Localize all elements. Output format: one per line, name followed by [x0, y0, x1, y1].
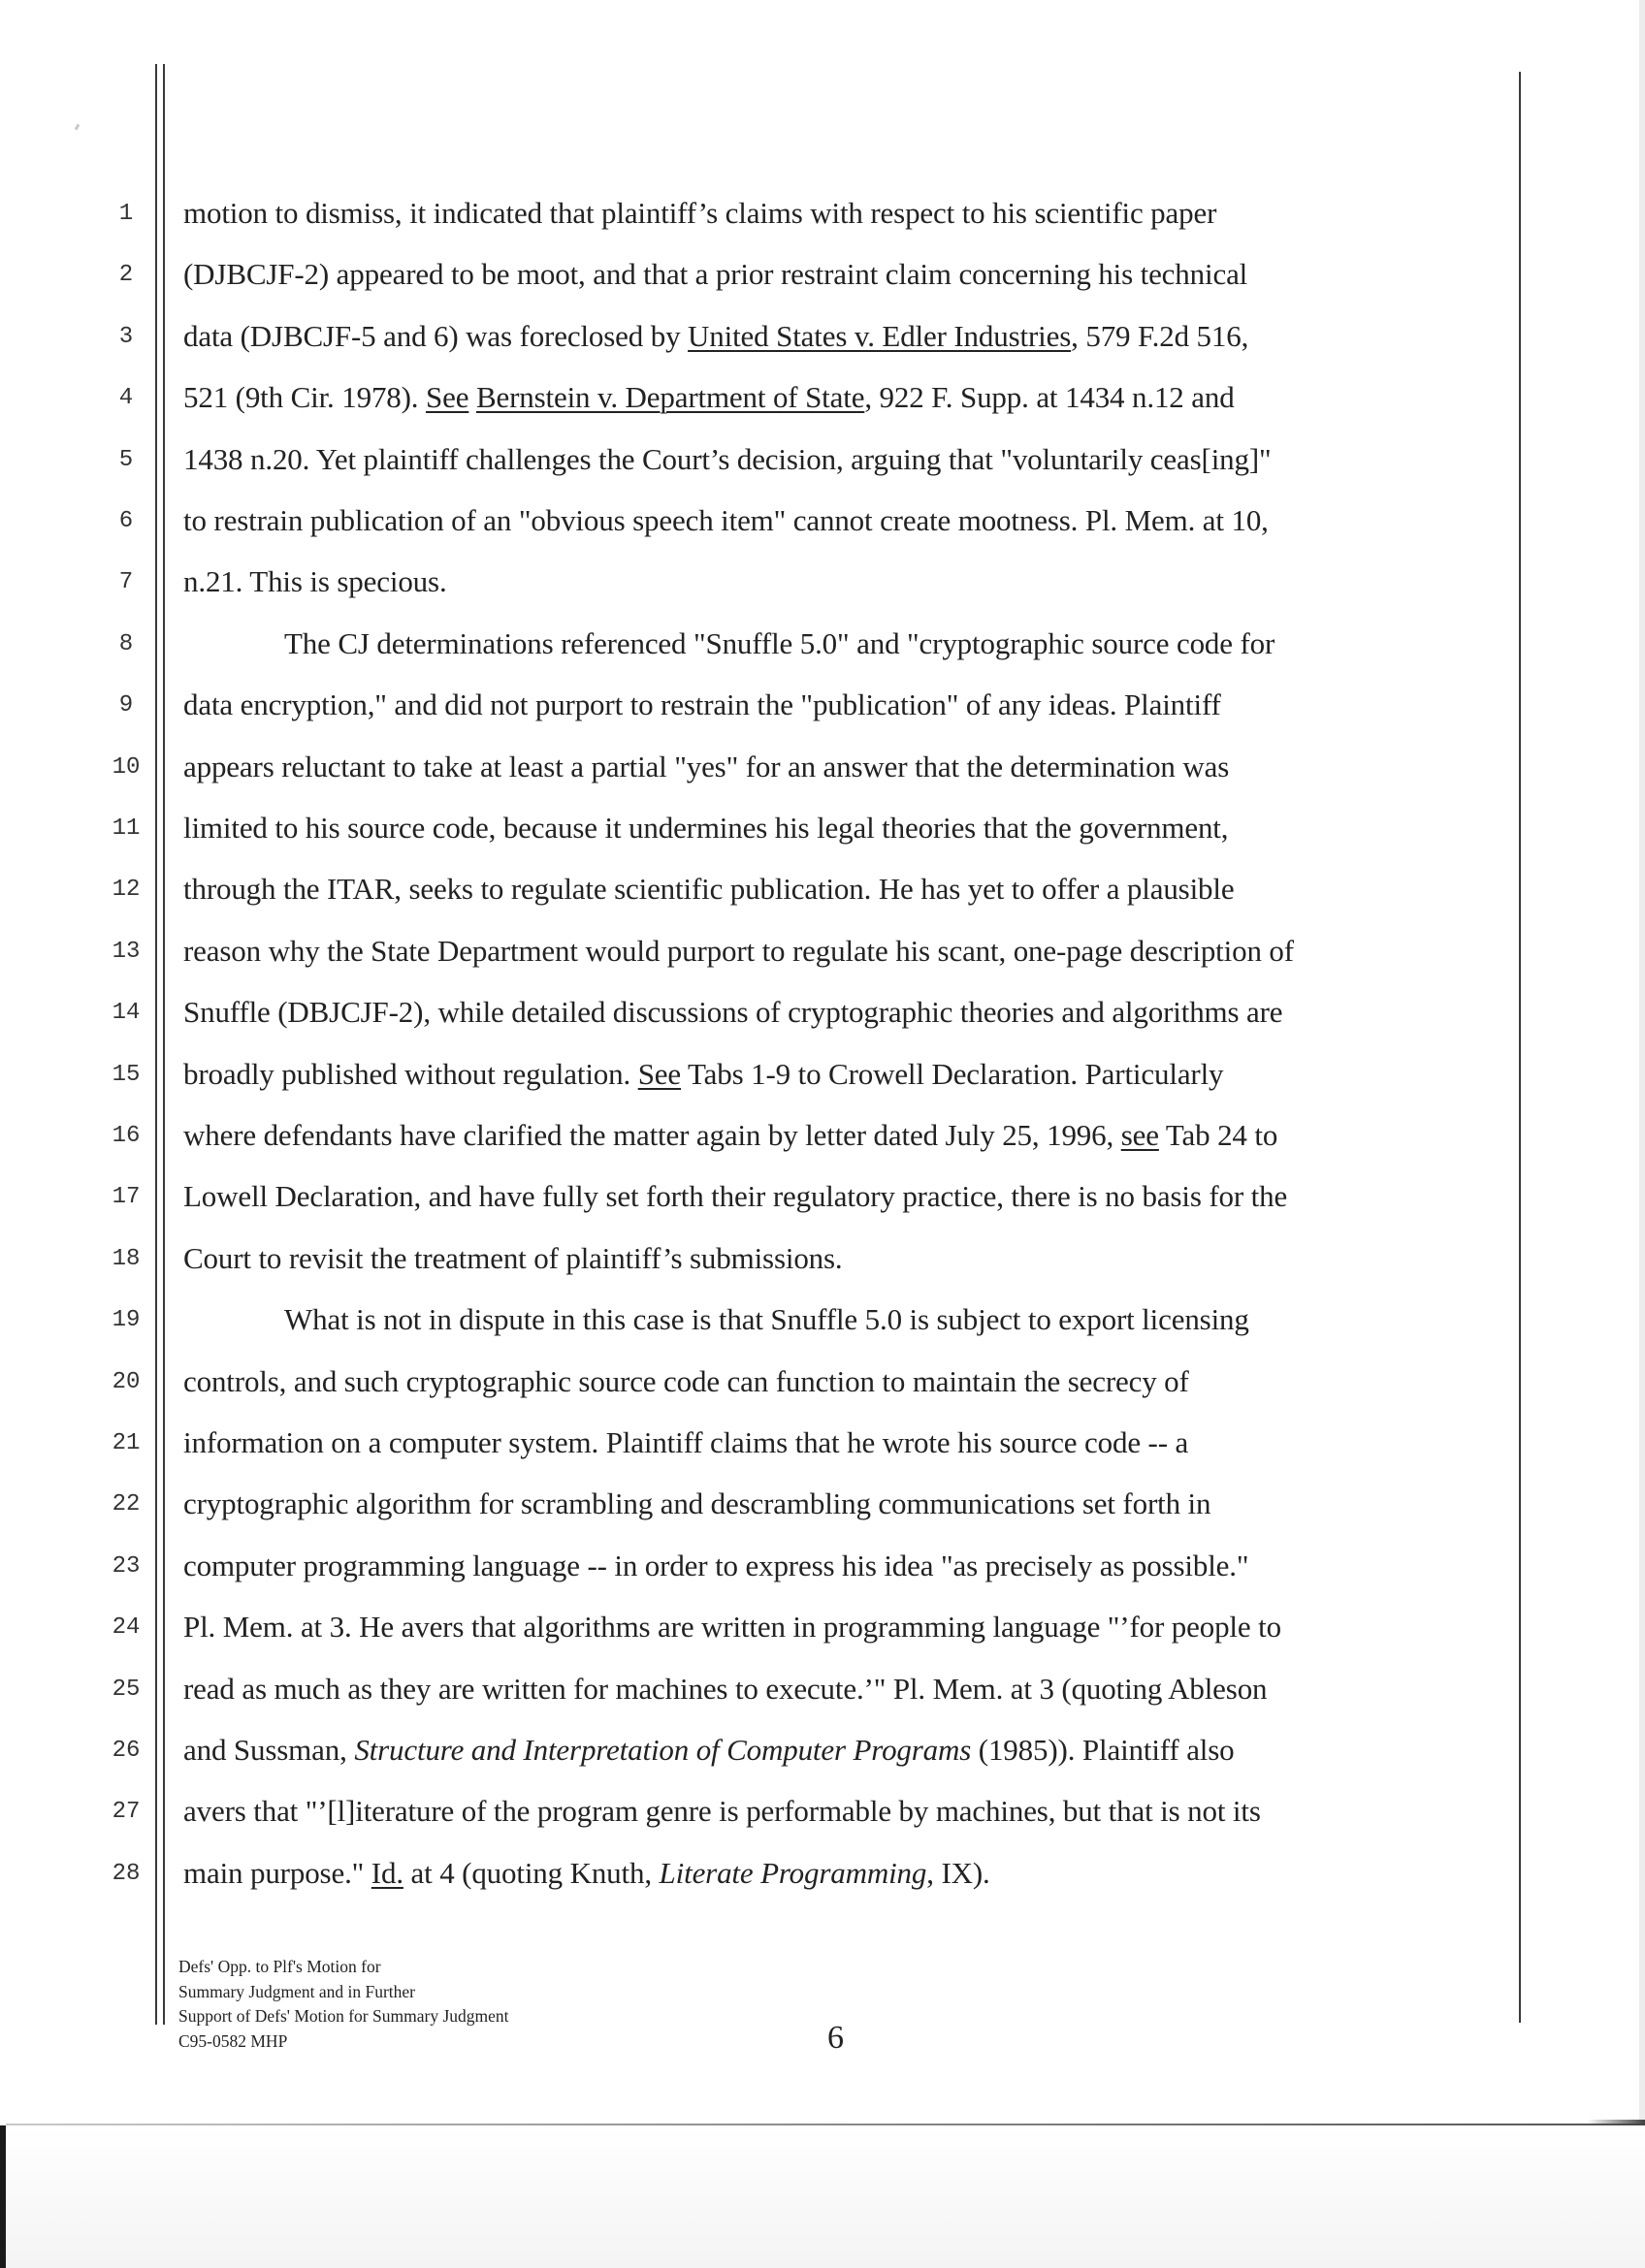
text-segment: n.21. This is specious.: [183, 564, 447, 598]
text-line: [183, 1854, 990, 1893]
text-segment: What is not in dispute in this case is that Snuffle 5.0 is subject to export licensing: [284, 1302, 1249, 1336]
text-segment: Snuffle (DBJCJF-2), while detailed discussions of cryptographic theories and algorithms are: [183, 995, 1283, 1029]
line-number: 22: [112, 1491, 141, 1517]
line-number: 20: [112, 1369, 141, 1395]
line-number: 2: [118, 262, 134, 288]
text-segment: (1985)). Plaintiff also: [971, 1733, 1235, 1767]
text-segment: information on a computer system. Plaintiff claims that he wrote his source code -- a: [183, 1425, 1189, 1459]
text-segment: where defendants have clarified the matter again by letter dated July 25, 1996,: [183, 1118, 1121, 1152]
text-line: [183, 1485, 1210, 1523]
line-number: 23: [112, 1553, 141, 1580]
scanner-background: [0, 2125, 1645, 2268]
scan-edge-right: [1639, 0, 1645, 2124]
text-segment: to restrain publication of an "obvious speech item" cannot create mootness. Pl. Mem. at 10,: [183, 503, 1269, 537]
text-segment: computer programming language -- in order to express his idea "as precisely as possible.": [183, 1549, 1249, 1582]
text-segment: Tab 24 to: [1158, 1118, 1278, 1152]
text-segment: 1438 n.20. Yet plaintiff challenges the Court’s decision, arguing that "voluntarily ceas[ing]": [183, 442, 1272, 476]
line-number: 4: [118, 385, 134, 411]
text-segment: controls, and such cryptographic source code can function to maintain the secrecy of: [183, 1364, 1189, 1398]
citation-underlined: See: [426, 380, 469, 414]
text-segment: data (DJBCJF-5 and 6) was foreclosed by: [183, 319, 689, 353]
text-line: [183, 1055, 1223, 1094]
text-line: [183, 562, 447, 601]
citation-underlined: See: [637, 1057, 682, 1091]
text-line: [183, 1423, 1188, 1462]
text-line: [183, 1731, 1235, 1770]
text-segment: motion to dismiss, it indicated that plaintiff’s claims with respect to his scientific paper: [183, 196, 1217, 230]
scanner-edge-strip: [0, 2125, 6, 2268]
text-segment: limited to his source code, because it undermines his legal theories that the government,: [183, 811, 1229, 845]
text-line: [183, 440, 1272, 479]
text-line: [183, 194, 1216, 233]
footer-caption: [178, 1955, 509, 2054]
text-segment: through the ITAR, seeks to regulate scientific publication. He has yet to offer a plausible: [183, 872, 1235, 906]
line-number: 14: [112, 1000, 141, 1026]
line-number: 7: [118, 569, 134, 595]
text-line: [183, 1608, 1281, 1646]
line-number: 17: [112, 1184, 141, 1210]
text-line: [183, 748, 1229, 786]
line-number: 18: [112, 1246, 141, 1272]
line-number: 6: [118, 508, 134, 534]
text-segment: 521 (9th Cir. 1978).: [183, 380, 427, 414]
line-number: 13: [112, 939, 141, 965]
text-segment: Pl. Mem. at 3. He avers that algorithms are written in programming language "’for people to: [183, 1610, 1281, 1644]
line-number: 26: [112, 1738, 141, 1764]
text-segment: main purpose.": [183, 1856, 371, 1890]
line-number: 12: [112, 877, 141, 903]
line-number: 3: [118, 324, 134, 350]
line-number: 10: [112, 754, 141, 781]
line-number: 28: [112, 1861, 141, 1887]
text-segment: , 922 F. Supp. at 1434 n.12 and: [864, 380, 1235, 414]
text-line: [183, 1362, 1189, 1401]
text-segment: , 579 F.2d 516,: [1071, 319, 1249, 353]
citation-italic: Structure and Interpretation of Computer Programs: [354, 1733, 972, 1767]
text-line: [183, 993, 1282, 1032]
text-line: [183, 1547, 1248, 1585]
text-line: [183, 1239, 843, 1278]
text-segment: broadly published without regulation.: [183, 1057, 638, 1091]
text-line: [183, 870, 1234, 909]
text-line: [183, 255, 1247, 294]
scan-artifact: [75, 124, 81, 131]
line-number: 24: [112, 1614, 141, 1641]
page-number: 6: [827, 2020, 844, 2056]
text-line: [183, 501, 1269, 540]
text-segment: avers that "’[l]iterature of the program genre is performable by machines, but that is not its: [183, 1794, 1261, 1828]
text-line: [183, 1792, 1261, 1831]
text-line: [183, 317, 1248, 356]
footer-caption-line: Defs' Opp. to Plf's Motion for: [178, 1957, 381, 1976]
citation-underlined: see: [1120, 1118, 1159, 1152]
text-line: [183, 1116, 1277, 1155]
text-segment: at 4 (quoting Knuth,: [403, 1856, 660, 1890]
text-line: [183, 932, 1294, 971]
line-number: 5: [118, 447, 134, 473]
text-line: [284, 624, 1274, 663]
text-line: [284, 1300, 1249, 1339]
text-line: [183, 1177, 1287, 1216]
text-segment: and Sussman,: [183, 1733, 355, 1767]
text-line: [183, 378, 1235, 417]
citation-underlined: United States v. Edler Industries: [688, 319, 1072, 353]
text-segment: cryptographic algorithm for scrambling and descrambling communications set forth in: [183, 1486, 1211, 1520]
text-segment: The CJ determinations referenced "Snuffle 5.0" and "cryptographic source code for: [284, 626, 1275, 660]
text-segment: , IX).: [926, 1856, 990, 1890]
text-segment: Tabs 1-9 to Crowell Declaration. Particularly: [681, 1057, 1224, 1091]
line-number: 1: [118, 201, 134, 227]
line-number: 8: [118, 631, 134, 657]
text-segment: appears reluctant to take at least a partial "yes" for an answer that the determination was: [183, 750, 1230, 783]
left-margin-rule-outer: [155, 64, 157, 2025]
text-segment: Lowell Declaration, and have fully set forth their regulatory practice, there is no basis for the: [183, 1179, 1288, 1213]
line-number: 21: [112, 1430, 141, 1456]
left-margin-rule-inner: [163, 64, 165, 2025]
line-number: 25: [112, 1677, 141, 1703]
line-number: 15: [112, 1062, 141, 1088]
footer-caption-line: Summary Judgment and in Further: [178, 1981, 416, 2001]
line-number: 9: [118, 692, 134, 719]
text-segment: reason why the State Department would purport to regulate his scant, one-page description of: [183, 934, 1294, 968]
citation-italic: Literate Programming: [659, 1856, 927, 1890]
line-number: 19: [112, 1307, 141, 1333]
citation-underlined: Bernstein v. Department of State: [475, 380, 865, 414]
line-number: 11: [112, 815, 141, 842]
text-segment: data encryption," and did not purport to restrain the "publication" of any ideas. Plaintiff: [183, 687, 1221, 721]
line-number: 27: [112, 1799, 141, 1825]
footer-caption-line: C95-0582 MHP: [178, 2030, 288, 2051]
text-line: [183, 686, 1221, 724]
text-segment: (DJBCJF-2) appeared to be moot, and that a prior restraint claim concerning his technical: [183, 257, 1248, 291]
line-number: 16: [112, 1123, 141, 1149]
text-segment: Court to revisit the treatment of plaintiff’s submissions.: [183, 1241, 843, 1275]
text-segment: read as much as they are written for machines to execute.’" Pl. Mem. at 3 (quoting Ableson: [183, 1672, 1268, 1706]
footer-caption-line: Support of Defs' Motion for Summary Judgment: [178, 2006, 509, 2026]
text-line: [183, 809, 1228, 847]
right-margin-rule: [1519, 72, 1521, 2023]
citation-underlined: Id.: [371, 1856, 403, 1890]
text-segment: [468, 380, 476, 414]
text-line: [183, 1670, 1267, 1709]
